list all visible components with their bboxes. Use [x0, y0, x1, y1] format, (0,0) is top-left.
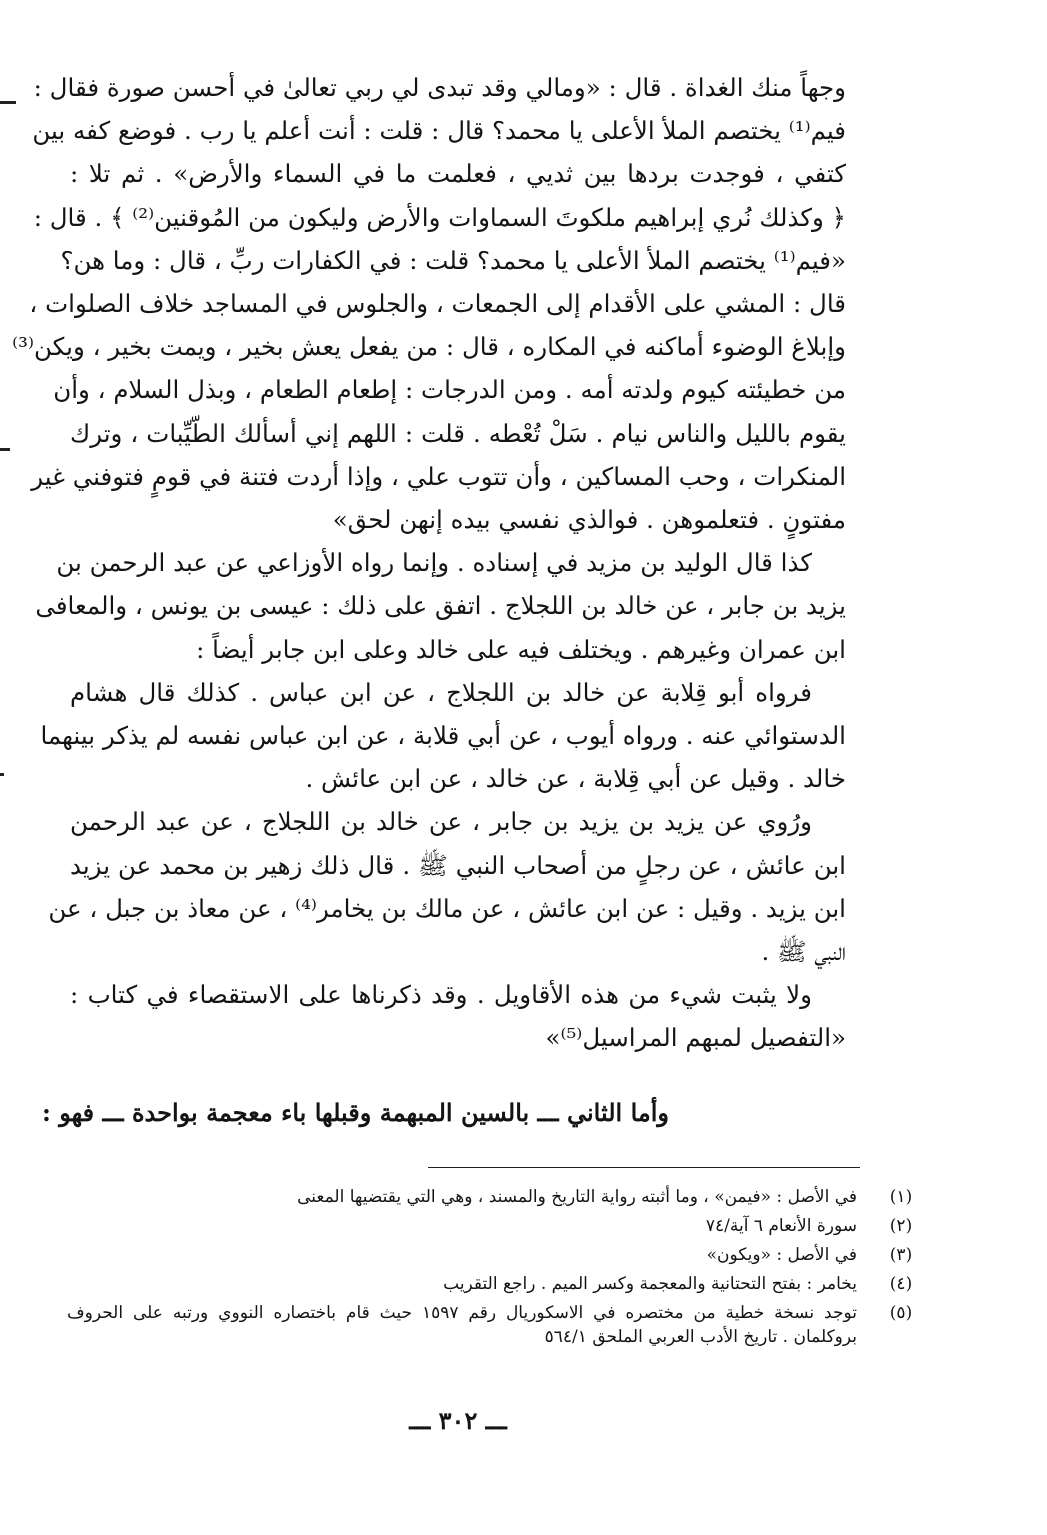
footnote-text: في الأصل : «ويكون»: [706, 1245, 857, 1265]
text-line: ابن عمران وغيرهم . ويختلف فيه على خالد وعلى ابن جابر أيضاً :: [196, 634, 846, 664]
footnote-number: (٣): [889, 1245, 913, 1265]
text-line: وجهاً منك الغداة . قال : «ومالي وقد تبدى لي ربي تعالىٰ في أحسن صورة فقال :: [33, 73, 846, 102]
text-line: ولا يثبت شيء من هذه الأقاويل . وقد ذكرناها على الاستقصاء في كتاب :: [70, 980, 812, 1010]
footnote-number: (٢): [889, 1216, 913, 1236]
footnote-number: (٤): [889, 1274, 913, 1294]
text-line: «فيم⁽¹⁾ يختصم الملأ الأعلى يا محمد؟ قلت : في الكفارات ربِّ ، قال : وما هن؟: [60, 245, 846, 275]
footnote-item: [67, 1272, 913, 1301]
footnote-item: [67, 1243, 913, 1272]
footnote-text: سورة الأنعام ٦ آية/٧٤: [705, 1216, 857, 1236]
footnote-text: توجد نسخة خطية من مختصره في الاسكوريال رقم ١٥٩٧ حيث قام باختصاره النووي ورتبه على الحروف بروكلمان . تاريخ الأدب العربي الملحق ٥٦٤/١: [67, 1303, 857, 1347]
text-line: المنكرات ، وحب المساكين ، وأن تتوب علي ، وإذا أردت فتنة في قومٍ فتوفني غير: [31, 461, 846, 491]
text-line: ورُوي عن يزيد بن يزيد بن جابر ، عن خالد بن اللجلاج ، عن عبد الرحمن: [70, 807, 812, 837]
page-number: ـــ ٣٠٢ ـــ: [409, 1406, 507, 1435]
footnotes: [67, 1185, 913, 1355]
footnote-separator: [428, 1167, 860, 1168]
text-line: من خطيئته كيوم ولدته أمه . ومن الدرجات : إطعام الطعام ، وبذل السلام ، وأن: [53, 375, 846, 405]
text-line: ابن يزيد . وقيل : عن ابن عائش ، عن مالك بن يخامر⁽⁴⁾ ، عن معاذ بن جبل ، عن: [48, 893, 846, 923]
text-line: خالد . وقيل عن أبي قِلابة ، عن خالد ، عن ابن عائش .: [305, 764, 846, 794]
text-line: يزيد بن جابر ، عن خالد بن اللجلاج . اتفق على ذلك : عيسى بن يونس ، والمعافى: [35, 591, 846, 621]
scan-edge-mark-top: [0, 101, 16, 104]
text-line: ﴿ وكذلك نُري إبراهيم ملكوتَ السماوات والأرض وليكون من المُوقنين⁽²⁾ ﴾ . قال :: [33, 202, 846, 232]
footnote-text: في الأصل : «فيمن» ، وما أثبته رواية التاريخ والمسند ، وهي التي يقتضيها المعنى: [297, 1187, 857, 1207]
text-line: فرواه أبو قِلابة عن خالد بن اللجلاج ، عن ابن عباس . كذلك قال هشام: [70, 677, 812, 707]
text-line: قال : المشي على الأقدام إلى الجمعات ، والجلوس في المساجد خلاف الصلوات ،: [29, 289, 846, 319]
footnote-number: (٥): [889, 1303, 913, 1323]
text-line: الدستوائي عنه . ورواه أيوب ، عن أبي قلابة ، عن ابن عباس نفسه لم يذكر بينهما: [40, 721, 846, 751]
footnote-item: [67, 1301, 913, 1355]
text-line: النبي ﷺ .: [761, 937, 846, 967]
text-line: «التفصيل لمبهم المراسيل⁽⁵⁾»: [545, 1023, 846, 1053]
footnote-text: يخامر : بفتح التحتانية والمعجمة وكسر الميم . راجع التقريب: [443, 1274, 857, 1294]
scan-edge-mark-middle: [0, 448, 10, 451]
text-line: ابن عائش ، عن رجلٍ من أصحاب النبي ﷺ . قال ذلك زهير بن محمد عن يزيد: [70, 850, 846, 880]
text-line: مفتونٍ . فتعلموهن . فوالذي نفسي بيده إنهن لحق»: [332, 505, 846, 535]
footnote-item: [67, 1185, 913, 1214]
section-heading: وأما الثاني ـــ بالسين المبهمة وقبلها باء معجمة بواحدة ـــ فهو :: [42, 1098, 669, 1127]
main-text-block: [12, 66, 846, 1060]
text-line: وإبلاغ الوضوء أماكنه في المكاره ، قال : من يفعل يعش بخير ، ويمت بخير ، ويكن⁽³⁾: [12, 332, 846, 362]
text-line: كتفي ، فوجدت بردها بين ثديي ، فعلمت ما في السماء والأرض» . ثم تلا :: [70, 159, 846, 189]
text-line: فيم⁽¹⁾ يختصم الملأ الأعلى يا محمد؟ قال : قلت : أنت أعلم يا رب . فوضع كفه بين: [32, 116, 846, 146]
text-line: كذا قال الوليد بن مزيد في إسناده . وإنما رواه الأوزاعي عن عبد الرحمن بن: [56, 548, 812, 578]
footnote-number: (١): [889, 1187, 913, 1207]
scan-edge-mark-lower: [0, 773, 4, 776]
footnote-item: [67, 1214, 913, 1243]
text-line: يقوم بالليل والناس نيام . سَلْ تُعْطه . قلت : اللهم إني أسألك الطّيِّبات ، وترك: [70, 418, 846, 448]
